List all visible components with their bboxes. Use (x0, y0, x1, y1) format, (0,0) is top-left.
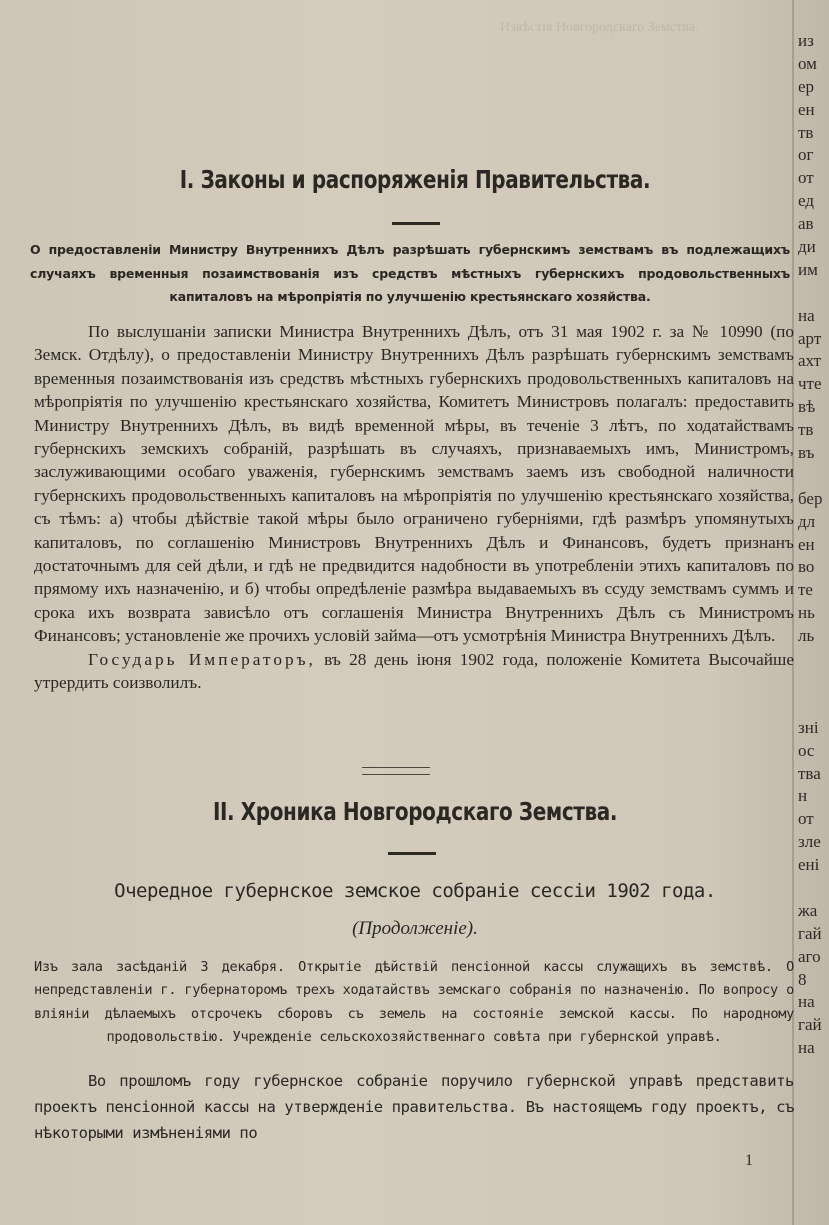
adjacent-fragment (798, 465, 829, 488)
adjacent-fragment: ед (798, 191, 814, 211)
decree-title: О предоставленіи Министру Внутреннихъ Дѣлъ разрѣшать губернскимъ земствамъ въ подлежащихъ случаяхъ временныя позаимствованія изъ средствъ мѣстныхъ губернскихъ продовольственныхъ капиталовъ на мѣропріятія по улучшенію крестьянскаго хозяйства. (30, 242, 790, 304)
adjacent-fragment: на (798, 305, 815, 325)
adjacent-fragment (798, 877, 829, 900)
adjacent-fragment (798, 282, 829, 305)
adjacent-fragment: жа (798, 900, 818, 920)
heading-rule (388, 852, 436, 855)
adjacent-fragment: дл (798, 511, 816, 531)
adjacent-fragment: ль (798, 626, 815, 646)
sitting-summary: Изъ зала засѣданій 3 декабря. Открытіе дѣйствій пенсіонной кассы служащихъ въ земствѣ. О непредставленіи г. губернаторомъ трехъ ходатайствъ земскаго собранія по назначенію. По вопросу о вліяніи дѣлаемыхъ отсрочекъ сборовъ съ земель на состояніе земской кассы. По народному продовольствію. Учрежденіе сельскохозяйственнаго совѣта при губернской управѣ. (34, 959, 794, 1046)
adjacent-fragment: гай (798, 1015, 822, 1035)
decree-text (34, 320, 794, 695)
adjacent-fragment: им (798, 259, 818, 279)
adjacent-fragment: на (798, 1038, 815, 1058)
adjacent-fragment: тва (798, 763, 821, 783)
adjacent-fragment: нь (798, 603, 815, 623)
adjacent-fragment (798, 671, 829, 694)
emperor-title: Государь Императоръ, (88, 649, 316, 669)
adjacent-fragment: зні (798, 717, 819, 737)
section-heading-laws: I. Законы и распоряженія Правительства. (179, 165, 651, 194)
continuation-label: (Продолженіе). (352, 918, 478, 939)
decree-body: По выслушаніи записки Министра Внутреннихъ Дѣлъ, отъ 31 мая 1902 г. за № 10990 (по Земск. Отдѣлу), о предоставленіи Министру Внутреннихъ Дѣлъ разрѣшать губернскимъ земствамъ временныя позаимствованія изъ средствъ мѣстныхъ губернскихъ продовольственныхъ капиталовъ на мѣропріятія по улучшенію крестьянскаго хозяйства, Комитетъ Министровъ полагалъ: предоставить Министру Внутреннихъ Дѣлъ, въ видѣ временной мѣры, въ теченіе 3 лѣтъ, по ходатайствамъ губернскихъ земскихъ собраній, разрѣшать въ случаяхъ, признаваемыхъ имъ, Министромъ, заслуживающими особаго уваженія, губернскимъ земствамъ заемъ изъ свободной наличности губернскихъ продовольственныхъ капиталовъ на мѣропріятія по улучшенію крестьянскаго хозяйства, съ тѣмъ: а) чтобы дѣйствіе такой мѣры было ограничено губерніями, гдѣ размѣръ упомянутыхъ капиталовъ, по соглашенію Министровъ Внутреннихъ Дѣлъ и Финансовъ, будетъ признанъ достаточнымъ для сей дѣли, и гдѣ не предвидится надобности въ употребленіи этихъ капиталовъ по прямому ихъ назначенію, и б) чтобы опредѣленіе размѣра выдаваемыхъ въ ссуду земствамъ суммъ и срока ихъ возврата зависѣло отъ соглашенія Министра Внутреннихъ Дѣлъ съ Министромъ Финансовъ; установленіе же прочихъ условій займа—отъ усмотрѣнія Министра Внутреннихъ Дѣлъ. (34, 322, 794, 646)
adjacent-fragment: ос (798, 740, 815, 760)
adjacent-fragment: тв (798, 420, 814, 440)
heading-rule (392, 222, 440, 225)
page-number: 1 (745, 1152, 753, 1169)
adjacent-fragment: вѣ (798, 397, 816, 417)
adjacent-fragment (798, 694, 829, 717)
decree-approval (34, 648, 794, 695)
adjacent-fragment: бер (798, 488, 823, 508)
adjacent-fragment: на (798, 992, 815, 1012)
adjacent-fragment: ог (798, 145, 814, 165)
adjacent-fragment: из (798, 31, 814, 50)
adjacent-fragment: во (798, 557, 815, 577)
adjacent-fragment (798, 648, 829, 671)
chronicle-body: Во прошломъ году губернское собраніе поручило губернской управѣ представить проектъ пенсіонной кассы на утвержденіе правительства. Въ настоящемъ году проектъ, съ нѣкоторыми измѣненіями по (34, 1072, 794, 1142)
adjacent-page-fragments (798, 30, 829, 1060)
adjacent-fragment: 8 (798, 969, 807, 989)
section-heading-chronicle: II. Хроника Новгородскаго Земства. (212, 797, 618, 826)
adjacent-fragment: ені (798, 855, 820, 875)
adjacent-fragment: въ (798, 443, 815, 463)
adjacent-fragment: тв (798, 122, 814, 142)
section-divider (362, 767, 430, 775)
adjacent-fragment: ди (798, 237, 816, 257)
adjacent-fragment: ав (798, 214, 814, 234)
session-subheading: Очередное губернское земское собраніе сессіи 1902 года. (114, 880, 716, 902)
adjacent-fragment: ом (798, 53, 817, 73)
adjacent-fragment: ер (798, 76, 815, 96)
adjacent-fragment: гай (798, 923, 822, 943)
adjacent-fragment: арт (798, 328, 822, 348)
adjacent-fragment: чте (798, 374, 822, 394)
adjacent-fragment: от (798, 809, 814, 829)
adjacent-fragment: зле (798, 832, 821, 852)
adjacent-fragment: ен (798, 534, 815, 554)
approval-text: въ 28 день іюня 1902 года, положеніе Комитета Высочайше утрердить соизволилъ. (34, 649, 794, 693)
adjacent-fragment: ен (798, 99, 815, 119)
adjacent-fragment: аго (798, 946, 821, 966)
adjacent-fragment: те (798, 580, 813, 600)
adjacent-fragment: от (798, 168, 814, 188)
adjacent-fragment: н (798, 786, 808, 806)
show-through-text: Извѣстія Новгородскаго Земства. (500, 20, 699, 35)
adjacent-fragment: ахт (798, 351, 822, 371)
